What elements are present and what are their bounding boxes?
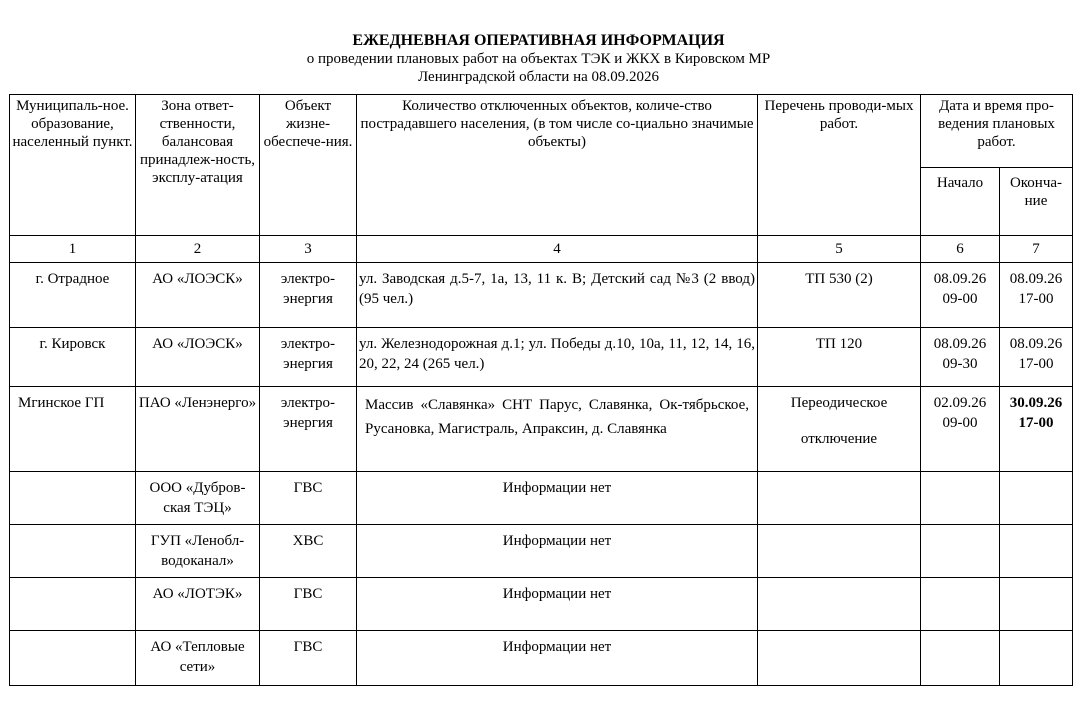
cell-end (1000, 631, 1073, 686)
cell-affected: ул. Железнодорожная д.1; ул. Победы д.10, 10а, 11, 12, 14, 16, 20, 22, 24 (265 чел.) (357, 328, 758, 387)
cell-object: ГВС (260, 631, 357, 686)
cell-responsibility: АО «Тепловые сети» (136, 631, 260, 686)
header-object: Объект жизне-обеспече-ния. (260, 95, 357, 236)
cell-object: электро-энергия (260, 387, 357, 472)
cell-affected: Информации нет (357, 631, 758, 686)
header-start: Начало (921, 168, 1000, 236)
cell-start (921, 631, 1000, 686)
header-row-1 (10, 95, 1073, 168)
header-works-list: Перечень проводи-мых работ. (758, 95, 921, 236)
cell-object: ГВС (260, 472, 357, 525)
table-row (10, 525, 1073, 578)
document-subtitle-line2: Ленинградской области на 08.09.2026 (417, 69, 660, 85)
table-row (10, 387, 1073, 472)
cell-municipality: г. Кировск (10, 328, 136, 387)
document-title: ЕЖЕДНЕВНАЯ ОПЕРАТИВНАЯ ИНФОРМАЦИЯ (352, 32, 725, 49)
table-row (10, 328, 1073, 387)
cell-start: 08.09.26 09-00 (921, 263, 1000, 328)
cell-municipality (10, 525, 136, 578)
table-row (10, 263, 1073, 328)
cell-works-line1: Переодическое (790, 395, 888, 411)
cell-works (758, 472, 921, 525)
header-responsibility: Зона ответ-ственности, балансовая принадлеж-ность, эксплу-атация (136, 95, 260, 236)
cell-end: 08.09.26 17-00 (1000, 263, 1073, 328)
table-row (10, 472, 1073, 525)
cell-affected: ул. Заводская д.5-7, 1а, 13, 11 к. В; Детский сад №3 (2 ввод) (95 чел.) (357, 263, 758, 328)
cell-responsibility: ООО «Дубров-ская ТЭЦ» (136, 472, 260, 525)
header-datetime: Дата и время про-ведения плановых работ. (921, 95, 1073, 168)
cell-object: электро-энергия (260, 328, 357, 387)
header-municipality: Муниципаль-ное. образование, населенный пункт. (10, 95, 136, 236)
column-numbers-row (10, 236, 1073, 263)
document-header (0, 0, 1077, 86)
cell-works: ТП 120 (758, 328, 921, 387)
cell-works (758, 578, 921, 631)
cell-municipality (10, 631, 136, 686)
cell-object: электро-энергия (260, 263, 357, 328)
column-number: 1 (10, 236, 136, 263)
cell-affected: Информации нет (357, 525, 758, 578)
cell-responsibility: ПАО «Ленэнерго» (136, 387, 260, 472)
cell-object: ГВС (260, 578, 357, 631)
cell-municipality: г. Отрадное (10, 263, 136, 328)
column-number: 2 (136, 236, 260, 263)
cell-start: 02.09.26 09-00 (921, 387, 1000, 472)
column-number: 7 (1000, 236, 1073, 263)
cell-responsibility: АО «ЛОТЭК» (136, 578, 260, 631)
cell-object: ХВС (260, 525, 357, 578)
cell-end (1000, 578, 1073, 631)
cell-affected: Информации нет (357, 472, 758, 525)
cell-responsibility: ГУП «Ленобл-водоканал» (136, 525, 260, 578)
works-table (9, 94, 1073, 686)
cell-end (1000, 525, 1073, 578)
column-number: 5 (758, 236, 921, 263)
table-row (10, 631, 1073, 686)
document-subtitle-line1: о проведении плановых работ на объектах ТЭК и ЖКХ в Кировском МР (306, 51, 771, 67)
cell-municipality (10, 578, 136, 631)
cell-start (921, 525, 1000, 578)
cell-works (758, 387, 921, 472)
cell-start (921, 472, 1000, 525)
table-row (10, 578, 1073, 631)
cell-start: 08.09.26 09-30 (921, 328, 1000, 387)
cell-end: 08.09.26 17-00 (1000, 328, 1073, 387)
header-affected: Количество отключенных объектов, количе-ство пострадавшего населения, (в том числе со-циально значимые объекты) (357, 95, 758, 236)
column-number: 4 (357, 236, 758, 263)
cell-responsibility: АО «ЛОЭСК» (136, 328, 260, 387)
column-number: 3 (260, 236, 357, 263)
cell-end (1000, 472, 1073, 525)
cell-works-line2: отключение (800, 431, 878, 447)
cell-works: ТП 530 (2) (758, 263, 921, 328)
cell-works (758, 631, 921, 686)
cell-works (758, 525, 921, 578)
cell-responsibility: АО «ЛОЭСК» (136, 263, 260, 328)
header-end: Оконча-ние (1000, 168, 1073, 236)
cell-municipality: Мгинское ГП (10, 387, 136, 472)
column-number: 6 (921, 236, 1000, 263)
cell-affected: Информации нет (357, 578, 758, 631)
cell-affected: Массив «Славянка» СНТ Парус, Славянка, Ок-тябрьское, Русановка, Магистраль, Апраксин, д. Славянка (357, 387, 758, 472)
cell-municipality (10, 472, 136, 525)
cell-end: 30.09.26 17-00 (1000, 387, 1073, 472)
cell-start (921, 578, 1000, 631)
